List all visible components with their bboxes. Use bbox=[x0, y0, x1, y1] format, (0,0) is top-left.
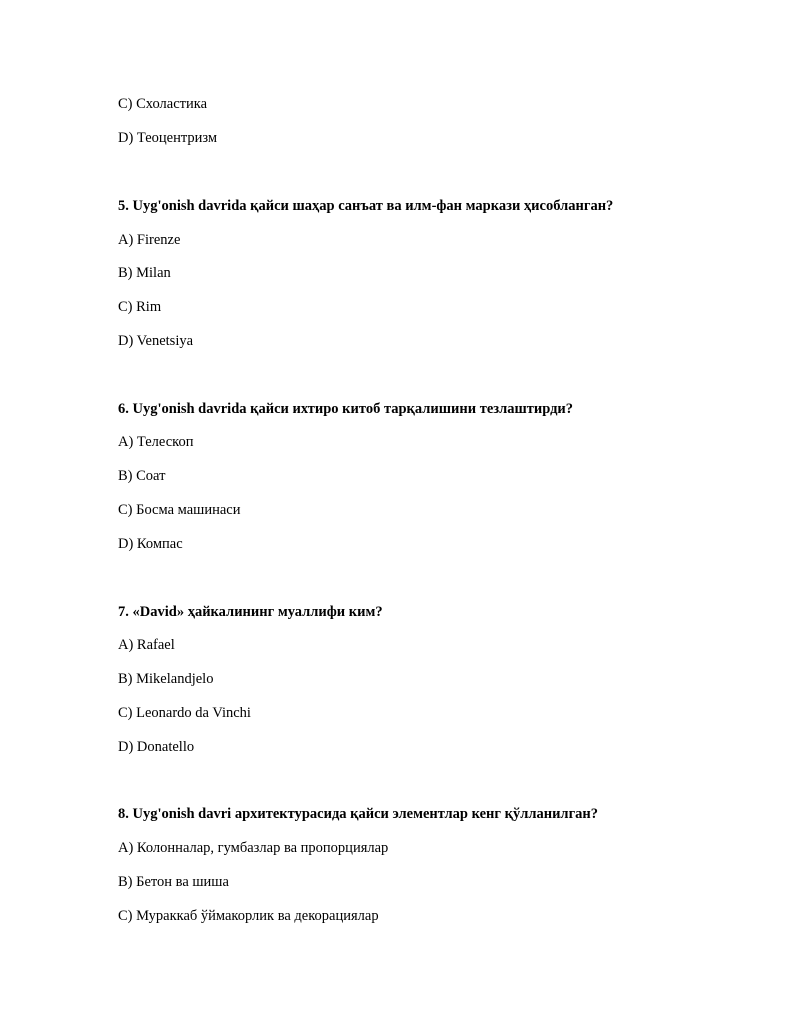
option-a: A) Rafael bbox=[118, 637, 175, 653]
question-8: 8. Uyg'onish davri архитектурасида қайси элементлар кенг қўлланилган? bbox=[118, 806, 599, 822]
option-c: C) Босма машинаси bbox=[118, 502, 241, 518]
option-c: C) Rim bbox=[118, 299, 162, 315]
option-a: A) Телескоп bbox=[118, 434, 194, 450]
option-d: D) Venetsiya bbox=[118, 333, 194, 349]
question-6: 6. Uyg'onish davrida қайси ихтиро китоб тарқалишини тезлаштирди? bbox=[118, 401, 574, 417]
question-5: 5. Uyg'onish davrida қайси шаҳар санъат ва илм-фан маркази ҳисобланган? bbox=[118, 198, 614, 214]
option-c: C) Мураккаб ўймакорлик ва декорациялар bbox=[118, 908, 379, 924]
option-d: D) Теоцентризм bbox=[118, 130, 218, 146]
option-c: C) Схоластика bbox=[118, 96, 208, 112]
question-7: 7. «David» ҳайкалининг муаллифи ким? bbox=[118, 604, 383, 620]
option-d: D) Компас bbox=[118, 536, 183, 552]
option-a: A) Firenze bbox=[118, 232, 181, 248]
option-b: B) Milan bbox=[118, 265, 171, 281]
option-b: B) Бетон ва шиша bbox=[118, 874, 229, 890]
option-b: B) Соат bbox=[118, 468, 166, 484]
option-d: D) Donatello bbox=[118, 739, 195, 755]
option-c: C) Leonardo da Vinchi bbox=[118, 705, 251, 721]
option-a: A) Колонналар, гумбазлар ва пропорциялар bbox=[118, 840, 389, 856]
option-b: B) Mikelandjelo bbox=[118, 671, 214, 687]
